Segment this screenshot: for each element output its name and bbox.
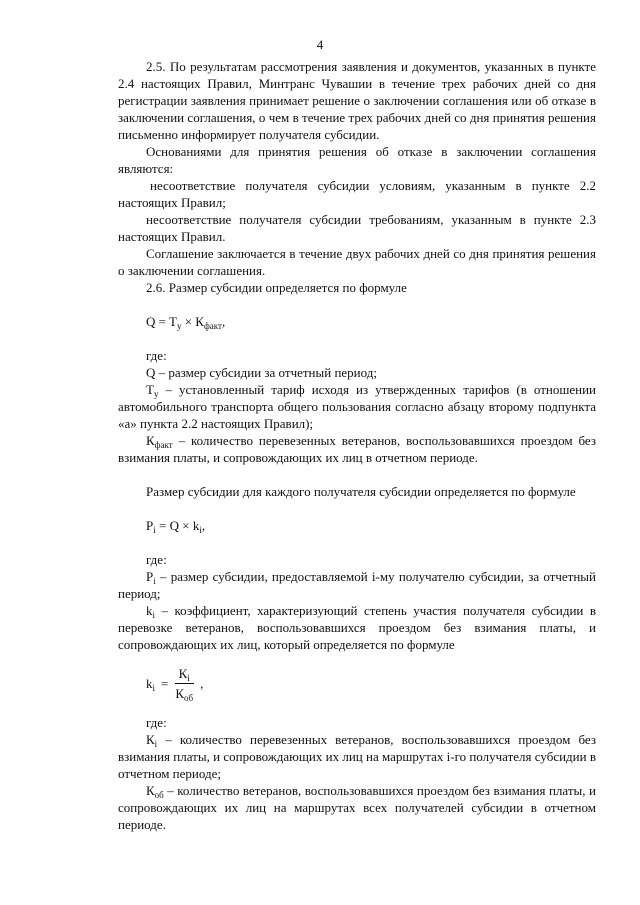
page-number: 4	[316, 37, 324, 52]
formula-q: $Q = T_у \times К_{факт}$,	[146, 314, 226, 331]
fraction-numerator: $К_i$	[175, 665, 194, 684]
fraction	[171, 665, 197, 702]
paragraph-refusal-grounds: Основаниями для принятия решения об отказе в заключении соглашения являются:	[118, 144, 596, 176]
where-label-2: где:	[146, 552, 167, 567]
definition-Kob: $К_{об}$ – количество ветеранов, воспользовавшихся проездом без взимания платы, и сопровождающих их лиц на маршрутах всех получателей субсидии в отчетном периоде.	[118, 783, 596, 832]
fraction-denominator: $К_{об}$	[175, 686, 194, 703]
definition-ki: $k_i$ – коэффициент, характеризующий степень участия получателя субсидии в перевозке ветеранов, воспользовавшихся проездом без взимания платы, и сопровождающих их лиц, который определяется по формуле	[118, 603, 596, 652]
definition-q: Q – размер субсидии за отчетный период;	[146, 365, 377, 380]
document-body	[118, 58, 596, 833]
paragraph-2-5: 2.5. По результатам рассмотрения заявления и документов, указанных в пункте 2.4 настоящих Правил, Минтранс Чувашии в течение трех рабочих дней со дня регистрации заявления принимает решение о заключении соглашения или об отказе в заключении соглашения, о чем в течение трех рабочих дней со дня принятия решения письменно информирует получателя субсидии.	[118, 59, 596, 142]
definition-pi: $P_i$ – размер субсидии, предоставляемой i-му получателю субсидии, за отчетный период;	[118, 569, 596, 601]
paragraph-agreement-term: Соглашение заключается в течение двух рабочих дней со дня принятия решения о заключении соглашения.	[118, 246, 596, 278]
definition-kfact: $К_{факт}$ – количество перевезенных ветеранов, воспользовавшихся проездом без взимания платы, и сопровождающих их лиц в отчетном периоде.	[118, 433, 596, 465]
paragraph-size-each: Размер субсидии для каждого получателя субсидии определяется по формуле	[146, 484, 576, 499]
definition-Ki: $К_i$ – количество перевезенных ветеранов, воспользовавшихся проездом без взимания платы, и сопровождающих их лиц на маршрутах i-го получателя субсидии в отчетном периоде;	[118, 732, 596, 781]
where-label-3: где:	[146, 715, 167, 730]
where-label-1: где:	[146, 348, 167, 363]
paragraph-ground-1: несоответствие получателя субсидии условиям, указанным в пункте 2.2 настоящих Правил;	[118, 178, 596, 210]
paragraph-ground-2: несоответствие получателя субсидии требованиям, указанным в пункте 2.3 настоящих Правил.	[118, 212, 596, 244]
paragraph-2-6: 2.6. Размер субсидии определяется по формуле	[146, 280, 407, 295]
formula-pi: $P_i = Q \times k_i$,	[146, 518, 206, 535]
formula-ki-fraction: $k_i$ = $\frac{К_i}{К_{об}}$ ,	[146, 666, 204, 703]
definition-ty: $T_у$ – установленный тариф исходя из утвержденных тарифов (в отношении автомобильного транспорта общего пользования согласно абзацу второму подпункта «а» пункта 2.2 настоящих Правил);	[118, 382, 596, 431]
